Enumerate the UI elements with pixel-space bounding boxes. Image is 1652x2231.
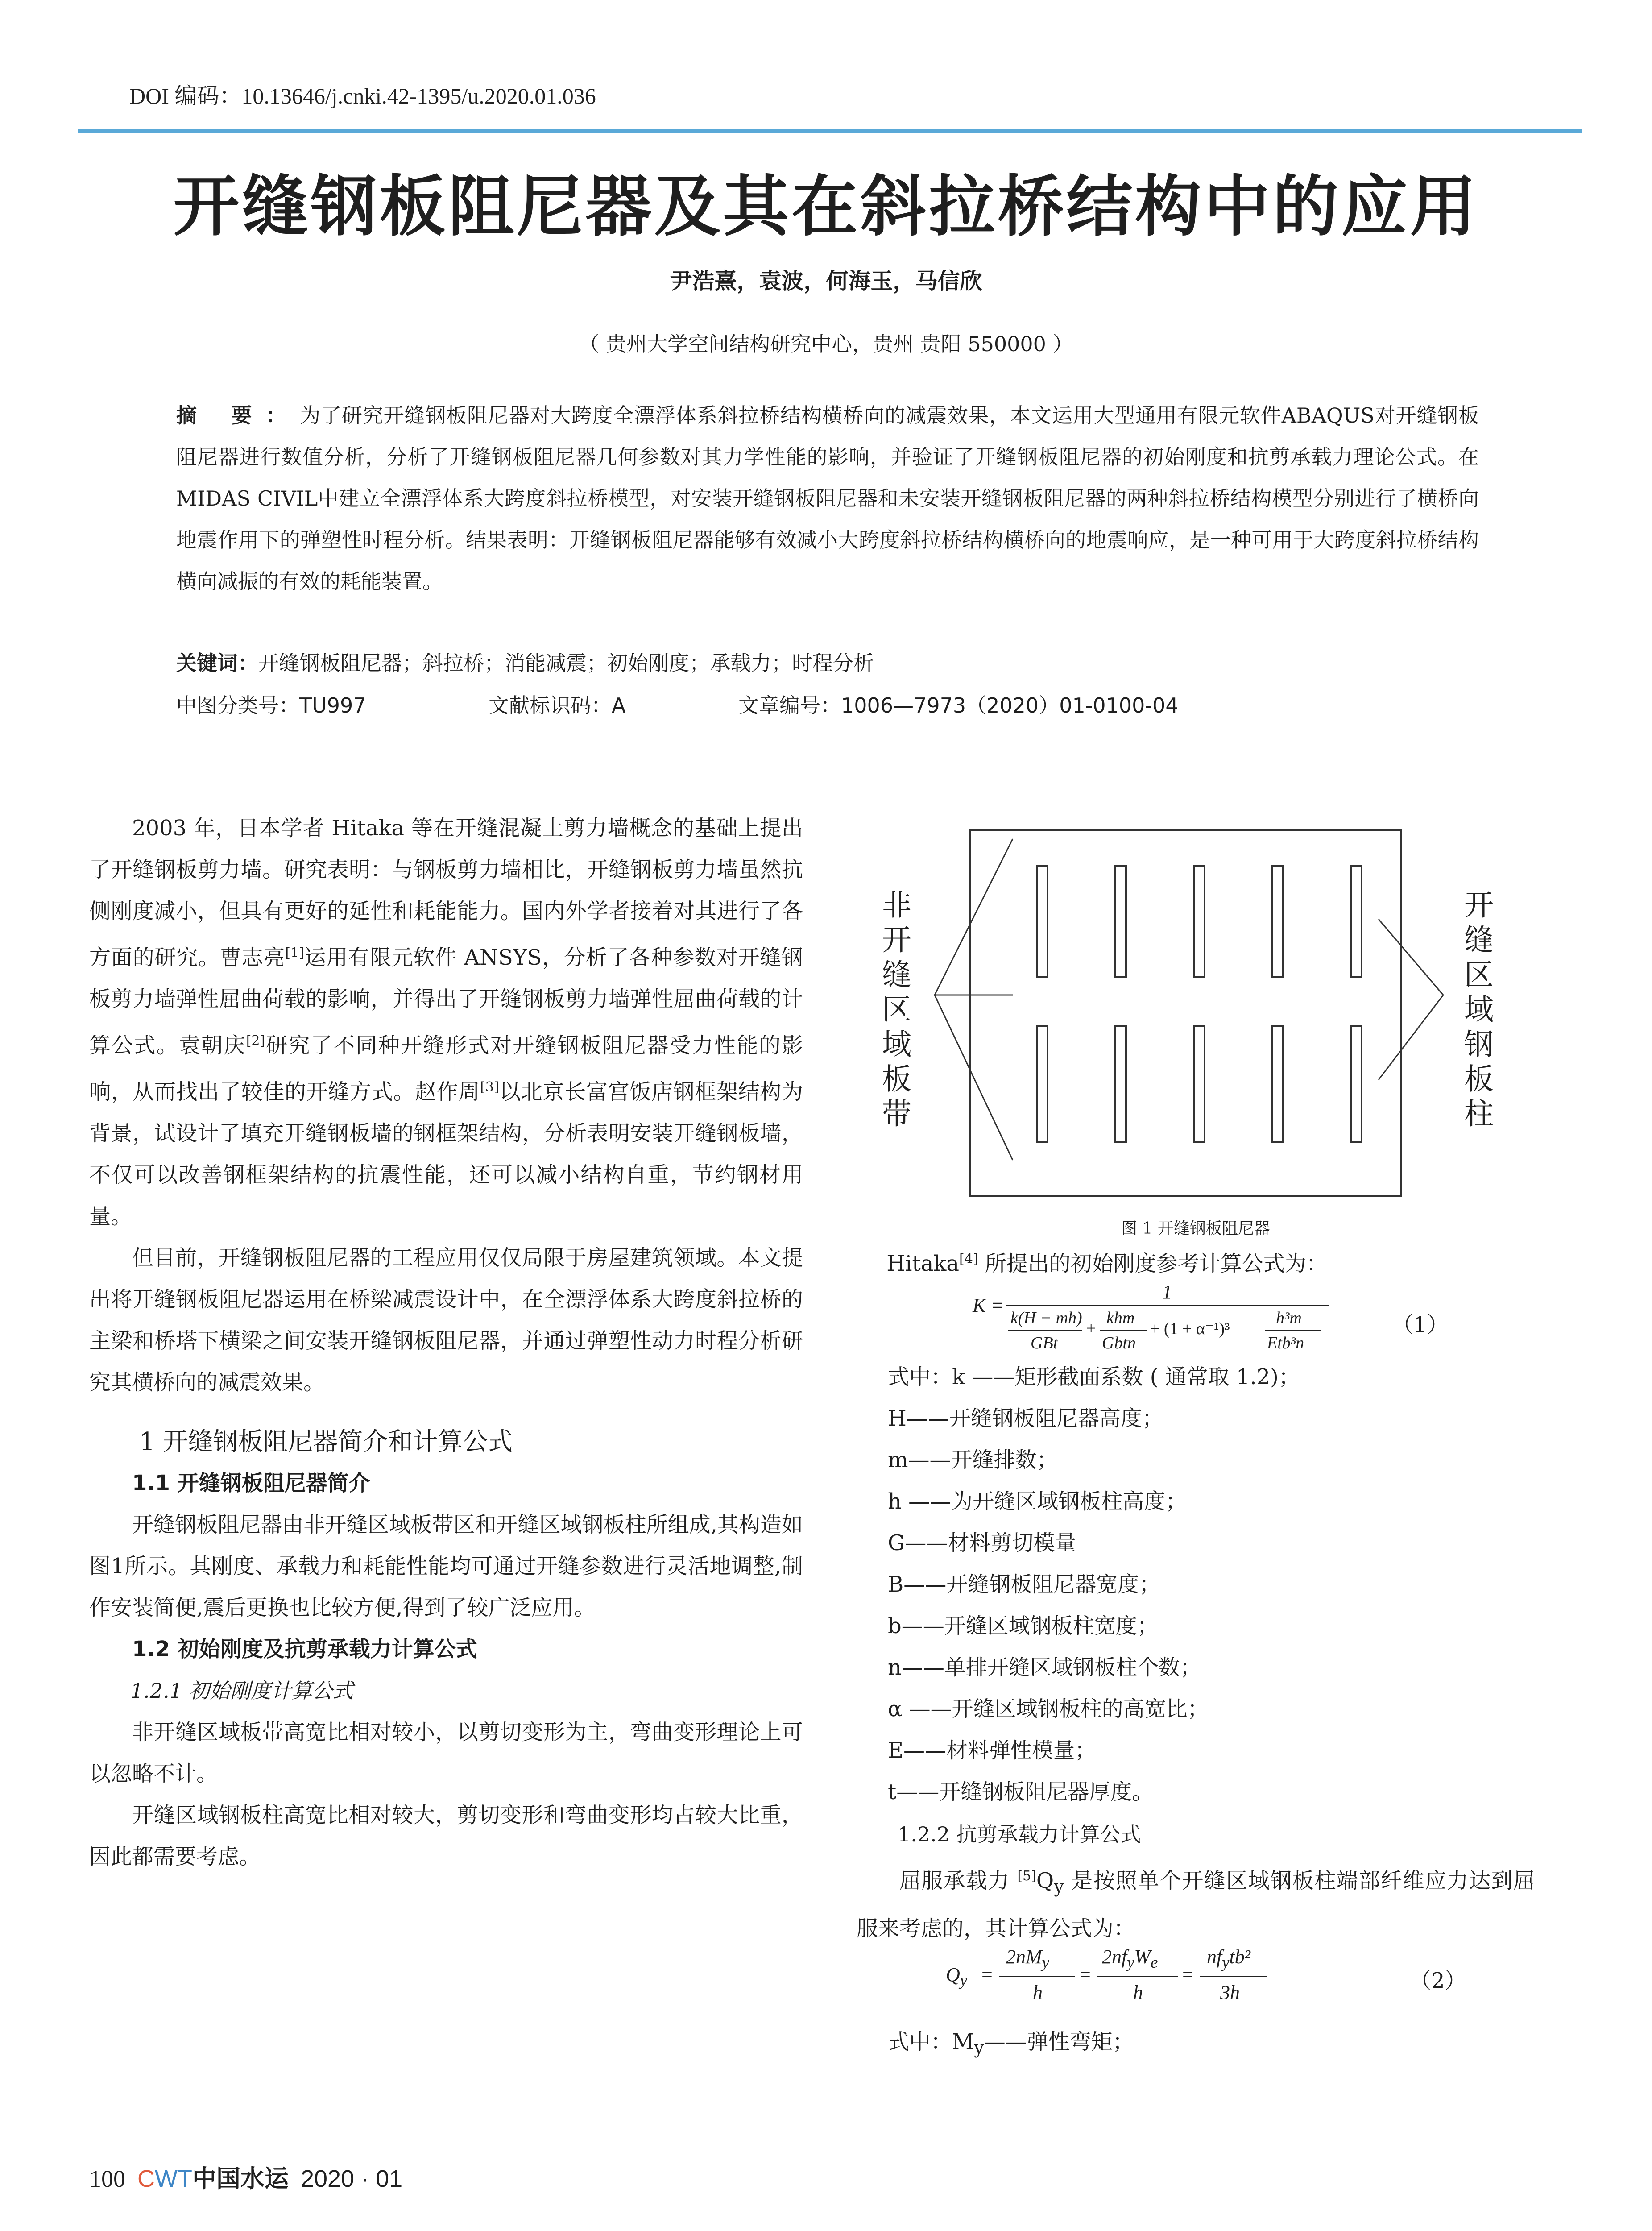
- var-B: B——开缝钢板阻尼器宽度；: [888, 1572, 1161, 1597]
- journal-name: 中国水运: [192, 2165, 289, 2193]
- keywords-text: 开缝钢板阻尼器；斜拉桥；消能减震；初始刚度；承载力；时程分析: [258, 651, 874, 675]
- var-E: E——材料弹性模量；: [888, 1738, 1097, 1763]
- section-1-1-heading: 1.1 开缝钢板阻尼器简介: [132, 1471, 370, 1496]
- document-code: 文献标识码：A: [489, 693, 626, 717]
- eq1-term3-mid: + (1 + α⁻¹)³: [1150, 1319, 1230, 1338]
- eq2-f3-num: $nf_ytb^2$: [1207, 1946, 1250, 1971]
- eq1-term1-den: GBt: [1031, 1334, 1058, 1352]
- eq2-f2-den: h: [1133, 1982, 1143, 2003]
- authors: 尹浩熹，袁波，何海玉，马信欣: [670, 268, 982, 294]
- slotted-damper-diagram: [848, 821, 1535, 1205]
- slot-row-bottom: [1037, 1026, 1362, 1142]
- var-n: n——单排开缝区域钢板柱个数；: [888, 1655, 1201, 1680]
- section-1-heading: 1 开缝钢板阻尼器简介和计算公式: [139, 1427, 513, 1456]
- eq1-term2-den: Gbtn: [1102, 1334, 1136, 1352]
- slot-row-top: [1037, 866, 1362, 977]
- article-number: 文章编号：1006—7973（2020）01-0100-04: [738, 693, 1179, 717]
- journal-logo-wt: WT: [155, 2165, 192, 2192]
- section-1-1-paragraph: 开缝钢板阻尼器由非开缝区域板带区和开缝区域钢板柱所组成,其构造如图1所示。其刚度、承载力和耗能性能均可通过开缝参数进行灵活地调整,制作安装简便,震后更换也比较方便,得到了较广泛应用。: [89, 1512, 803, 1620]
- var-My: 式中：$M_y——$弹性弯矩；: [888, 2029, 1134, 2058]
- eq2-f3-den: 3h: [1220, 1982, 1240, 2003]
- var-h: h ——为开缝区域钢板柱高度；: [888, 1489, 1187, 1514]
- eq1-lhs: K =: [973, 1294, 1004, 1316]
- doi-line: DOI 编码：10.13646/j.cnki.42-1395/u.2020.01.036: [129, 83, 596, 108]
- equation-1: [973, 1281, 1463, 1356]
- slotted-column-label: 开缝区域钢板柱: [1464, 888, 1494, 1131]
- section-1-2-heading: 1.2 初始刚度及抗剪承载力计算公式: [132, 1637, 477, 1662]
- figure-1-caption: 图 1 开缝钢板阻尼器: [1121, 1219, 1270, 1238]
- shear-capacity-paragraph: 屈服承载力 $[5]Q_y$ 是按照单个开缝区域钢板柱端部纤维应力达到屈服来考虑的，其计算公式为：: [857, 1868, 1535, 1941]
- section-1-2-1-heading: 1.2.1 初始刚度计算公式: [130, 1679, 353, 1703]
- header-rule: [78, 129, 1582, 133]
- keywords: [176, 647, 874, 676]
- affiliation: （ 贵州大学空间结构研究中心，贵州 贵阳 550000 ）: [579, 332, 1073, 356]
- eq1-number: （1）: [1392, 1312, 1449, 1337]
- journal-logo-c: C: [137, 2165, 155, 2192]
- classification-line: [176, 689, 1479, 719]
- eq1-term1-num: k(H − mh): [1010, 1309, 1082, 1327]
- var-alpha: α ——开缝区域钢板柱的高宽比；: [888, 1696, 1209, 1721]
- page-number: 100: [89, 2165, 125, 2192]
- section-1-2-1-paragraph-1: 非开缝区域板带高宽比相对较小，以剪切变形为主，弯曲变形理论上可以忽略不计。: [89, 1720, 803, 1786]
- var-m: m——开缝排数；: [888, 1447, 1058, 1472]
- figure-1: [848, 821, 1535, 1205]
- ref-4[interactable]: [4]: [959, 1251, 978, 1267]
- hitaka-intro: Hitaka[4] 所提出的初始刚度参考计算公式为：: [886, 1251, 1328, 1276]
- clc-number: 中图分类号：TU997: [176, 693, 366, 717]
- var-b: b——开缝区域钢板柱宽度；: [888, 1613, 1159, 1638]
- article-title: 开缝钢板阻尼器及其在斜拉桥结构中的应用: [173, 167, 1479, 245]
- section-1-2-1-paragraph-2: 开缝区域钢板柱高宽比相对较大，剪切变形和弯曲变形均占较大比重，因此都需要考虑。: [89, 1803, 803, 1869]
- ref-2[interactable]: [2]: [246, 1033, 265, 1049]
- abstract: [176, 395, 1479, 602]
- eq2-number: （2）: [1410, 1968, 1466, 1993]
- section-1-2-2-heading: 1.2.2 抗剪承载力计算公式: [898, 1822, 1141, 1846]
- eq2-equals-3: =: [1182, 1964, 1193, 1986]
- non-slotted-band-label: 非开缝区域板带: [882, 888, 911, 1131]
- eq2-equals-1: =: [981, 1964, 993, 1986]
- variable-list: [888, 1356, 1535, 1813]
- left-pointer-lines: [935, 839, 1013, 1160]
- intro-paragraph-1: 2003 年，日本学者 Hitaka 等在开缝混凝土剪力墙概念的基础上提出了开缝钢板剪力墙。研究表明：与钢板剪力墙相比，开缝钢板剪力墙虽然抗侧刚度减小，但具有更好的延性和耗能能力。国内外学者接着对其进行了各方面的研究。曹志亮[1]运用有限元软件 ANSYS，分析了各种参数对开缝钢板剪力墙弹性屈曲荷载的影响，并得出了开缝钢板剪力墙弹性屈曲荷载的计算公式。袁朝庆[2]研究了不同种开缝形式对开缝钢板阻尼器受力性能的影响，从而找出了较佳的开缝方式。赵作周[3]以北京长富宫饭店钢框架结构为背景，试设计了填充开缝钢板墙的钢框架结构，分析表明安装开缝钢板墙，不仅可以改善钢框架结构的抗震性能，还可以减小结构自重，节约钢材用量。: [89, 816, 803, 1229]
- eq1-term3-den: Etb³n: [1267, 1334, 1304, 1352]
- var-k: 式中：k ——矩形截面系数 ( 通常取 1.2)；: [888, 1364, 1300, 1389]
- eq2-f1-num: $2nM_y$: [1006, 1946, 1049, 1971]
- intro-paragraph-2: 但目前，开缝钢板阻尼器的工程应用仅仅局限于房屋建筑领域。本文提出将开缝钢板阻尼器运用在桥梁减震设计中，在全漂浮体系大跨度斜拉桥的主梁和桥塔下横梁之间安装开缝钢板阻尼器，并通过弹塑性动力时程分析研究其横桥向的减震效果。: [89, 1245, 803, 1395]
- page-footer: [89, 2160, 402, 2194]
- eq2-f1-den: h: [1033, 1982, 1043, 2003]
- abstract-label: 摘 要：: [176, 403, 300, 427]
- left-column: [89, 808, 803, 1878]
- var-G: G——材料剪切模量: [888, 1530, 1076, 1555]
- ref-1[interactable]: [1]: [285, 945, 304, 961]
- eq1-term3-num: h³m: [1276, 1309, 1302, 1327]
- eq2-vars: [888, 2021, 1535, 2069]
- ref-5[interactable]: [5]: [1017, 1868, 1036, 1884]
- right-pointer-lines: [1379, 919, 1443, 1080]
- ref-3[interactable]: [3]: [480, 1079, 499, 1095]
- equation-2: [946, 1941, 1526, 2012]
- eq1-numerator: 1: [1162, 1281, 1172, 1303]
- eq2-lhs: $Q_y$: [946, 1964, 968, 1989]
- var-H: H——开缝钢板阻尼器高度；: [888, 1406, 1163, 1431]
- right-column-lower: [857, 1814, 1535, 1949]
- right-column: [857, 1238, 1535, 1285]
- eq1-plus: +: [1086, 1319, 1096, 1338]
- eq2-f2-num: $2nf_yW_e$: [1102, 1946, 1158, 1971]
- var-t: t——开缝钢板阻尼器厚度。: [888, 1779, 1154, 1804]
- abstract-text: 为了研究开缝钢板阻尼器对大跨度全漂浮体系斜拉桥结构横桥向的减震效果，本文运用大型通用有限元软件ABAQUS对开缝钢板阻尼器进行数值分析，分析了开缝钢板阻尼器几何参数对其力学性能的影响，并验证了开缝钢板阻尼器的初始刚度和抗剪承载力理论公式。在MIDAS CIVIL中建立全漂浮体系大跨度斜拉桥模型，对安装开缝钢板阻尼器和未安装开缝钢板阻尼器的两种斜拉桥结构模型分别进行了横桥向地震作用下的弹塑性时程分析。结果表明：开缝钢板阻尼器能够有效减小大跨度斜拉桥结构横桥向的地震响应，是一种可用于大跨度斜拉桥结构横向减振的有效的耗能装置。: [176, 403, 1479, 593]
- eq1-term2-num: khm: [1106, 1309, 1135, 1327]
- eq2-equals-2: =: [1080, 1964, 1091, 1986]
- keywords-label: 关键词：: [176, 651, 258, 675]
- issue-date: 2020 · 01: [300, 2165, 403, 2192]
